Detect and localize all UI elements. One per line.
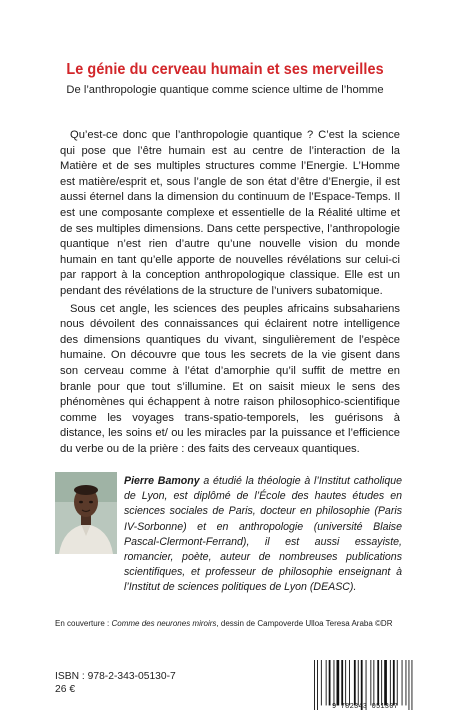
cover-credit (55, 619, 445, 628)
summary-text (60, 128, 400, 457)
isbn: ISBN : 978-2-343-05130-7 (55, 671, 176, 682)
author-bio-text: a étudié la théologie à l’Institut catholique de Lyon, est diplômé de l’École des hautes études en sciences sociales de Paris, docteur en philosophie (Paris IV-Sorbonne) et en anthropologie (université Blaise Pascal-Clermont-Ferrand), il est aussi essayiste, romancier, poète, auteur de nombreuses publications scientifiques, et professeur de philosophie enseignant à l’Institut de sciences politiques de Lyon (DEASC). (124, 475, 402, 594)
book-subtitle: De l’anthropologie quantique comme science ultime de l’homme (66, 84, 384, 96)
cover-credit-work: Comme des neurones miroirs (111, 619, 217, 628)
cover-credit-prefix: En couverture : (55, 619, 112, 628)
price: 26 € (55, 684, 76, 695)
author-photo (55, 472, 117, 554)
summary-paragraph-1: Qu’est-ce donc que l’anthropologie quantique ? C’est la science qui pose que l’être humain est au centre de l’interaction de la Matière et de ses multiples structures comme l’Energie. L’Homme est matière/esprit et, sous l’angle de son état d’être d’Energie, il est aussi éternel dans la dimension du continuum de l’Espace-Temps. Il est une composante complexe et essentielle de la Réalité ultime et de ses multiples dimensions. Dans cette perspective, l’anthropologie quantique n’est rien d’autre qu’une nouvelle vision du monde humain en tant qu’elle apporte de nouvelles révélations sur celui-ci par rapport à la conception anthropologique classique. Elle est un pendant des révélations de la structure de l’univers subatomique. (60, 129, 400, 297)
book-title: Le génie du cerveau humain et ses merveilles (66, 61, 384, 78)
author-bio (124, 474, 402, 596)
cover-credit-suffix: , dessin de Campoverde Ulloa Teresa Araba ©DR (216, 619, 393, 628)
author-name: Pierre Bamony (124, 475, 200, 487)
summary-paragraph-2: Sous cet angle, les sciences des peuples africains subsahariens nous dévoilent des connaissances qui éclairent notre intelligence des dimensions quantiques du vivant, singulièrement de l’espèce humaine. On découvre que tous les secrets de la vie gisent dans son cerveau comme à l’état d’amorphie qu’il suffit de mettre en branle pour que tout s’illumine. Et on saisit mieux le sens des phénomènes qui échappent à notre raison philosophico-scientifique comme les voyages trans-spatio-temporels, les guérisons à distance, les soins et/ ou les miracles par la puissance et l’efficience du verbe ou de la prière : des faits des cerveaux quantiques. (60, 302, 400, 455)
barcode-digits: 9 782343 051307 (331, 703, 398, 711)
